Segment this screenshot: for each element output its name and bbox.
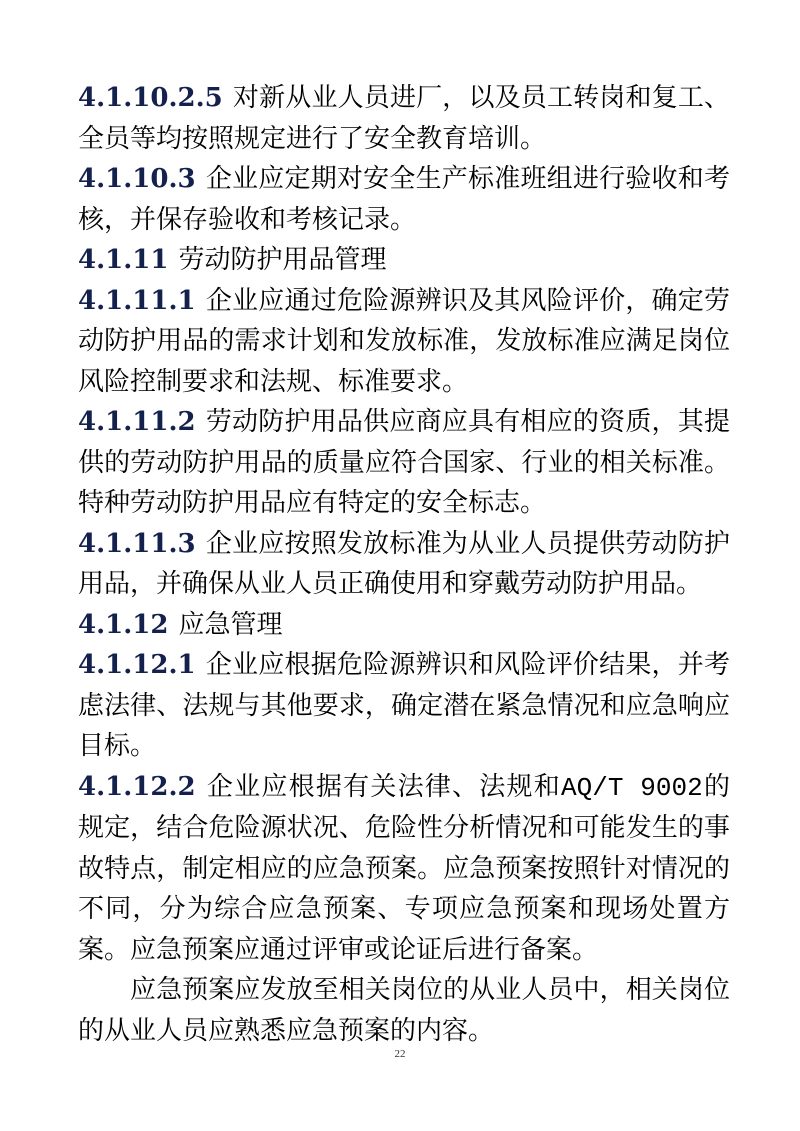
clause-4-1-12-2	[78, 767, 730, 971]
clause-4-1-11-1	[78, 281, 730, 403]
clause-number: 4.1.11.3	[78, 528, 196, 559]
clause-number: 4.1.11.2	[78, 407, 196, 437]
clause-number: 4.1.10.3	[78, 164, 196, 194]
standard-code: AQ/T 9002	[561, 772, 703, 803]
clause-text: 企业应通过危险源辨识及其风险评价，确定劳动防护用品的需求计划和发放标准，发放标准应满足岗位风险控制要求和法规、标准要求。	[78, 285, 730, 397]
closing-paragraph: 应急预案应发放至相关岗位的从业人员中，相关岗位的从业人员应熟悉应急预案的内容。	[78, 975, 730, 1046]
clause-number: 4.1.11.1	[78, 285, 196, 316]
clause-4-1-10-2-5	[78, 78, 730, 159]
clause-text-before-code: 企业应根据有关法律、法规和	[205, 771, 562, 802]
clause-text: 劳动防护用品供应商应具有相应的资质，其提供的劳动防护用品的质量应符合国家、行业的相关标准。特种劳动防护用品应有特定的安全标志。	[78, 407, 730, 518]
clause-text: 企业应定期对安全生产标准班组进行验收和考核，并保存验收和考核记录。	[78, 164, 730, 235]
clause-text: 企业应根据危险源辨识和风险评价结果，并考虑法律、法规与其他要求，确定潜在紧急情况和应急响应目标。	[78, 650, 730, 761]
clause-number: 4.1.12.1	[78, 650, 196, 680]
section-title: 应急管理	[178, 609, 283, 640]
clause-4-1-11-3	[78, 524, 730, 605]
clause-number: 4.1.12.2	[78, 771, 196, 802]
clause-text-after-code: 的规定，结合危险源状况、危险性分析情况和可能发生的事故特点，制定相应的应急预案。应急预案按照针对情况的不同，分为综合应急预案、专项应急预案和现场处置方案。应急预案应通过评审或论证后进行备案。	[78, 771, 730, 965]
clause-4-1-11-2	[78, 402, 730, 524]
clause-number: 4.1.10.2.5	[78, 83, 223, 113]
clause-4-1-10-3	[78, 159, 730, 240]
clause-text: 对新从业人员进厂，以及员工转岗和复工、全员等均按照规定进行了安全教育培训。	[78, 83, 730, 154]
page-number: 22	[394, 1048, 406, 1060]
section-number: 4.1.12	[78, 609, 169, 640]
clause-4-1-12-1	[78, 645, 730, 767]
section-number: 4.1.11	[78, 245, 169, 275]
section-title: 劳动防护用品管理	[178, 245, 387, 275]
document-body	[78, 78, 730, 1051]
clause-text: 企业应按照发放标准为从业人员提供劳动防护用品，并确保从业人员正确使用和穿戴劳动防护用品。	[78, 528, 730, 599]
section-heading-4-1-12	[78, 605, 730, 646]
section-heading-4-1-11	[78, 240, 730, 281]
